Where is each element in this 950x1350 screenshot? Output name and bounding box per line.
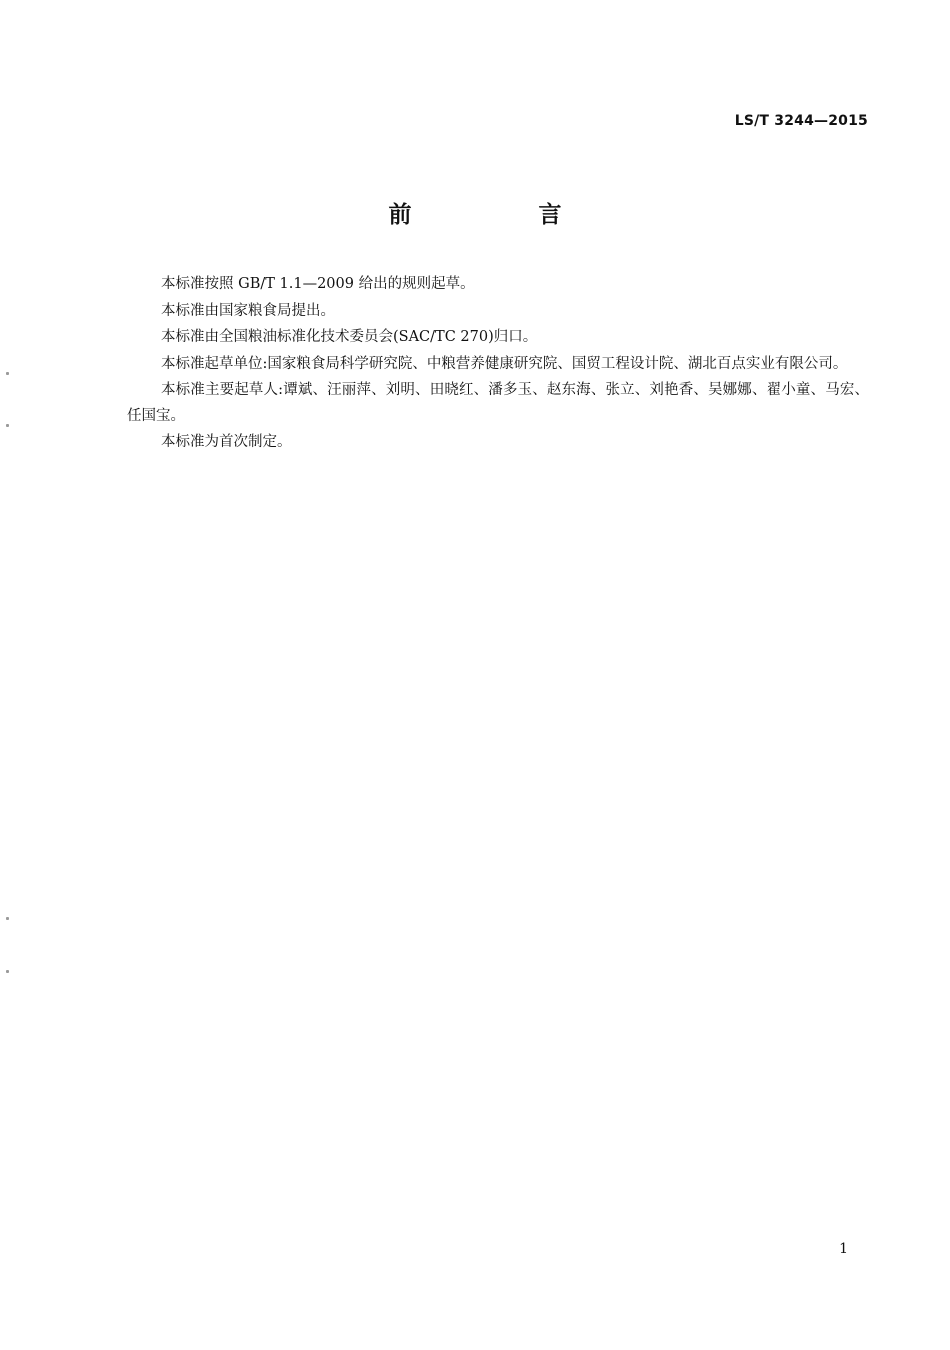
scan-artifact <box>6 970 9 973</box>
page-number: 1 <box>839 1241 848 1257</box>
paragraph-technical-committee: 本标准由全国粮油标准化技术委员会(SAC/TC 270)归口。 <box>161 329 538 345</box>
scan-artifact <box>6 917 9 920</box>
scan-artifact <box>6 372 9 375</box>
paragraph-proposer: 本标准由国家粮食局提出。 <box>161 302 335 319</box>
paragraph-drafting-units: 本标准起草单位:国家粮食局科学研究院、中粮营养健康研究院、国贸工程设计院、湖北百点实业有限公司。 <box>161 355 848 372</box>
page-title: 前 言 <box>388 202 614 228</box>
paragraph-drafting-rules: 本标准按照 GB/T 1.1—2009 给出的规则起草。 <box>161 276 475 292</box>
scan-artifact <box>6 424 9 427</box>
standard-code: LS/T 3244—2015 <box>734 113 868 129</box>
foreword-body <box>127 272 869 457</box>
paragraph-first-edition: 本标准为首次制定。 <box>161 434 292 450</box>
paragraph-drafters: 本标准主要起草人:谭斌、汪丽萍、刘明、田晓红、潘多玉、赵东海、张立、刘艳香、吴娜娜、翟小童、马宏、任国宝。 <box>127 382 869 424</box>
